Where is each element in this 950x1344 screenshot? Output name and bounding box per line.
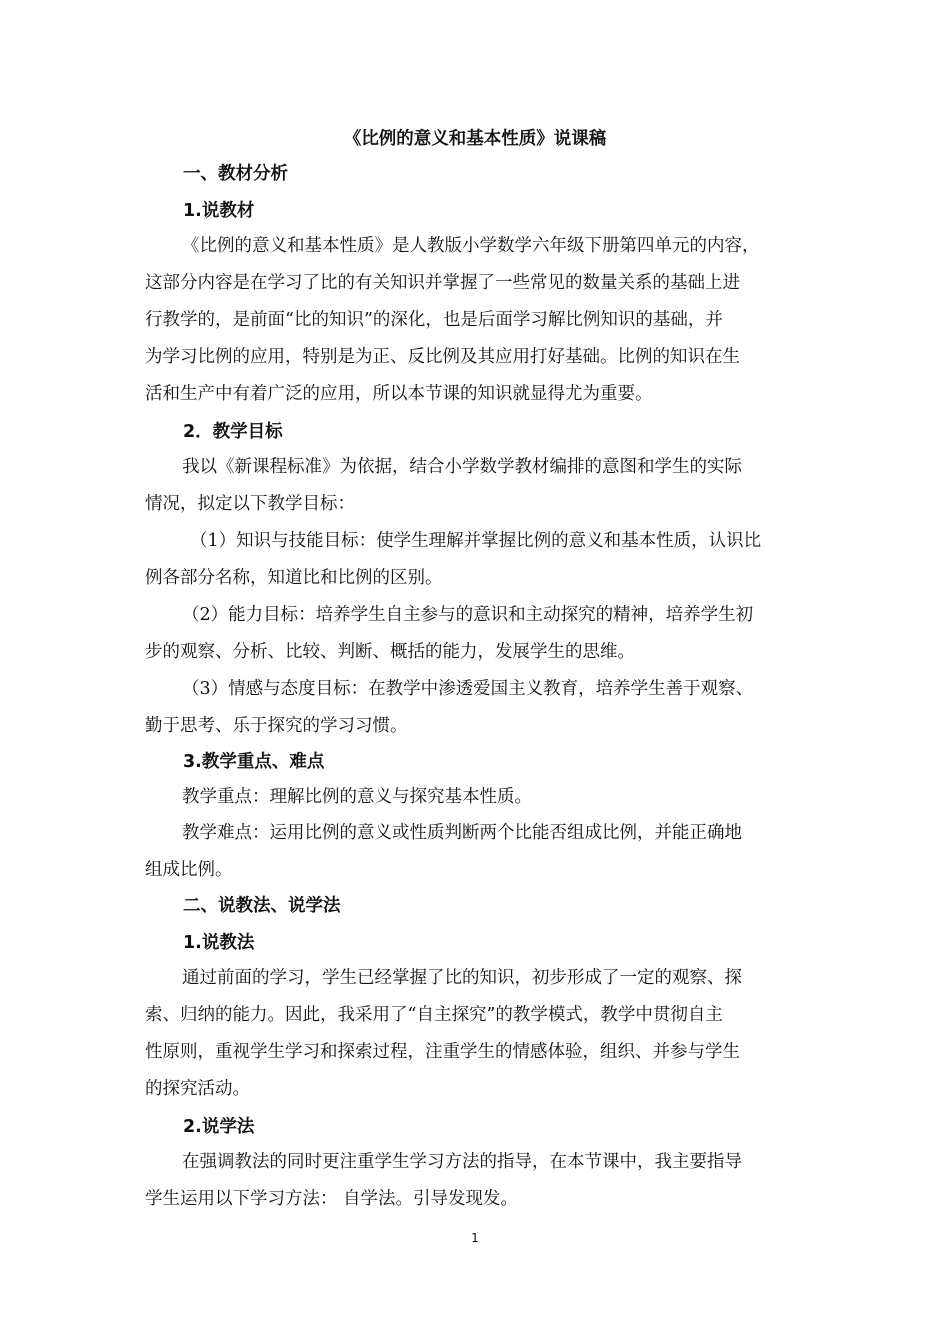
document-title: 《比例的意义和基本性质》说课稿 xyxy=(343,129,607,149)
text-line: 组成比例。 xyxy=(145,860,233,880)
section-heading-textbook-analysis: 一、教材分析 xyxy=(183,164,288,184)
text-line: 这部分内容是在学习了比的有关知识并掌握了一些常见的数量关系的基础上进 xyxy=(145,273,740,293)
paragraph-learning-method xyxy=(145,1144,805,1218)
subheading-learning-method: 2.说学法 xyxy=(183,1117,255,1137)
page-number: 1 xyxy=(471,1231,479,1245)
paragraph-teaching-method xyxy=(145,960,805,1108)
text-line: 通过前面的学习，学生已经掌握了比的知识，初步形成了一定的观察、探 xyxy=(182,968,742,988)
text-line: （3）情感与态度目标：在教学中渗透爱国主义教育，培养学生善于观察、 xyxy=(182,679,754,699)
subheading-teaching-method: 1.说教法 xyxy=(183,933,255,953)
text-line: 行教学的，是前面“比的知识”的深化，也是后面学习解比例知识的基础，并 xyxy=(145,310,723,330)
paragraph-goals-intro xyxy=(145,449,805,523)
paragraph-key-point xyxy=(145,779,805,816)
text-line: 性原则，重视学生学习和探索过程，注重学生的情感体验，组织、并参与学生 xyxy=(145,1042,740,1062)
text-line: 为学习比例的应用，特别是为正、反比例及其应用打好基础。比例的知识在生 xyxy=(145,347,740,367)
paragraph-textbook xyxy=(145,228,805,413)
section-heading-methods: 二、说教法、说学法 xyxy=(183,896,341,916)
text-line: 在强调教法的同时更注重学生学习方法的指导，在本节课中，我主要指导 xyxy=(182,1152,742,1172)
paragraph-difficulty xyxy=(145,815,805,889)
text-line: 索、归纳的能力。因此，我采用了“自主探究”的教学模式，教学中贯彻自主 xyxy=(145,1005,723,1025)
text-line: 《比例的意义和基本性质》是人教版小学数学六年级下册第四单元的内容， xyxy=(182,236,760,256)
text-line: 例各部分名称，知道比和比例的区别。 xyxy=(145,568,443,588)
text-line: 步的观察、分析、比较、判断、概括的能力，发展学生的思维。 xyxy=(145,642,635,662)
text-line: （1）知识与技能目标：使学生理解并掌握比例的意义和基本性质，认识比 xyxy=(190,531,762,551)
paragraph-goal-ability xyxy=(145,597,805,671)
paragraph-goal-attitude xyxy=(145,671,805,745)
paragraph-goal-knowledge xyxy=(145,523,805,597)
text-line: 的探究活动。 xyxy=(145,1079,250,1099)
text-line: 教学难点：运用比例的意义或性质判断两个比能否组成比例，并能正确地 xyxy=(182,823,742,843)
text-line: 勤于思考、乐于探究的学习习惯。 xyxy=(145,716,408,736)
subheading-teaching-goals: 2．教学目标 xyxy=(183,422,283,442)
text-line: （2）能力目标：培养学生自主参与的意识和主动探究的精神，培养学生初 xyxy=(182,605,754,625)
subheading-key-points: 3.教学重点、难点 xyxy=(183,752,325,772)
text-line: 我以《新课程标准》为依据，结合小学数学教材编排的意图和学生的实际 xyxy=(182,457,742,477)
text-line: 情况，拟定以下教学目标： xyxy=(145,494,355,514)
subheading-textbook: 1.说教材 xyxy=(183,201,255,221)
text-line: 学生运用以下学习方法： 自学法。引导发现发。 xyxy=(145,1189,519,1209)
text-line: 教学重点：理解比例的意义与探究基本性质。 xyxy=(182,787,532,807)
text-line: 活和生产中有着广泛的应用，所以本节课的知识就显得尤为重要。 xyxy=(145,384,653,404)
